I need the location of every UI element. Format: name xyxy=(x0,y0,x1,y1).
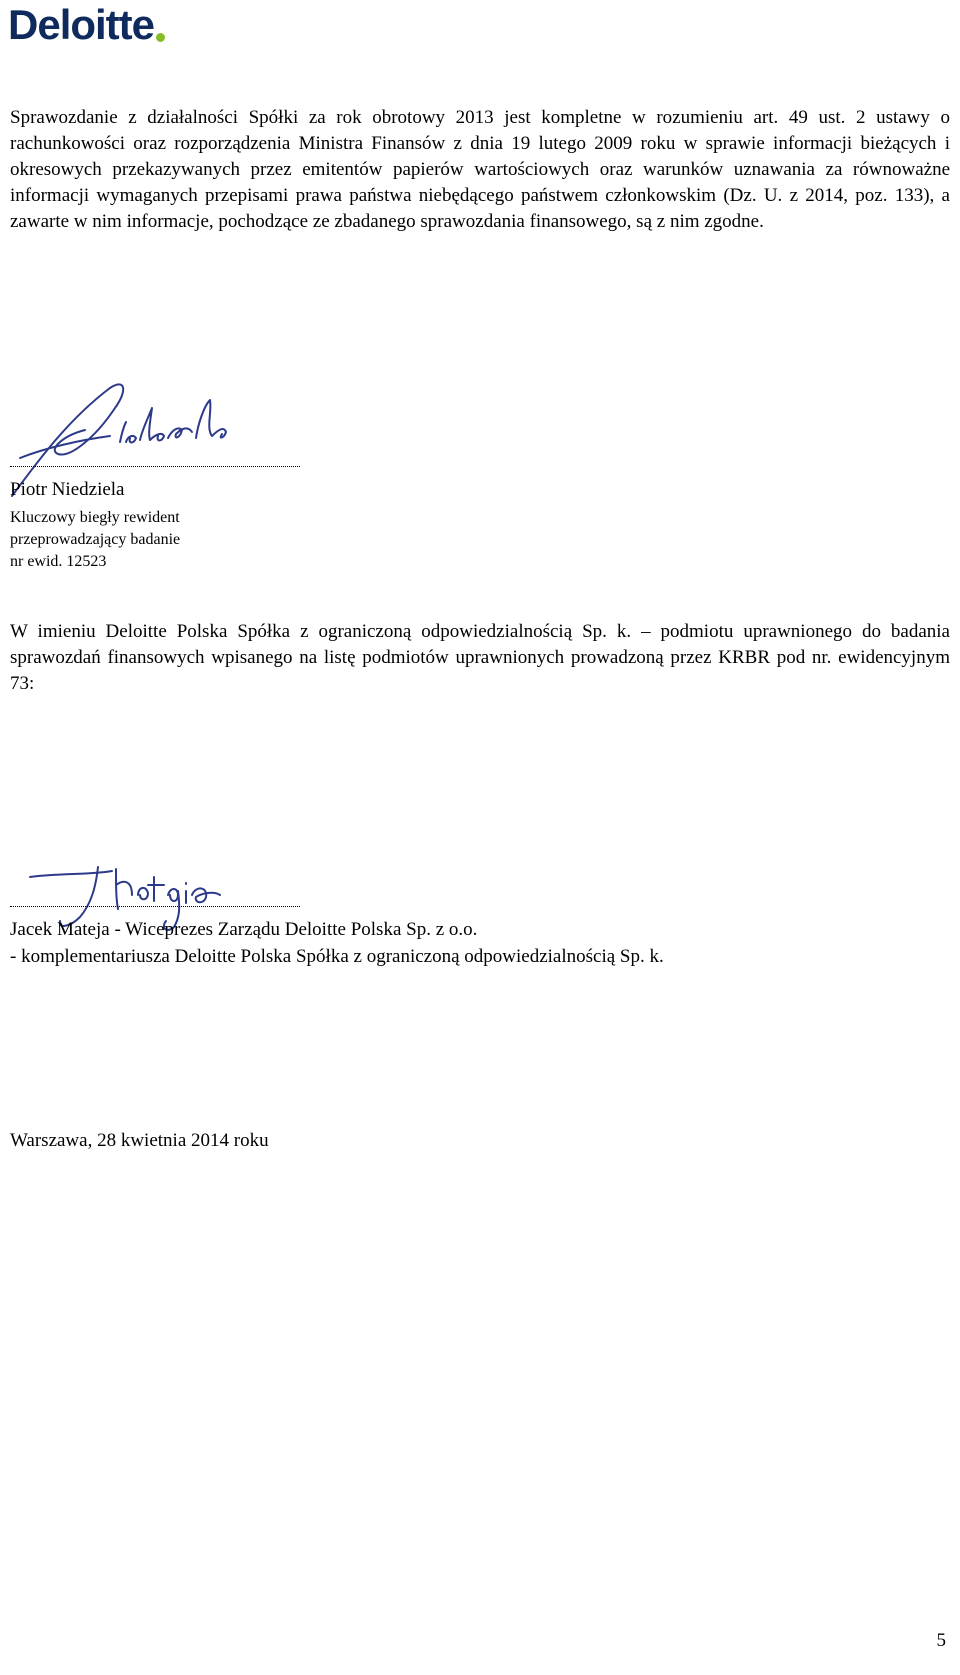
signature-line-1 xyxy=(10,466,300,467)
logo-text: Deloitte xyxy=(8,1,155,48)
page-number: 5 xyxy=(936,1630,946,1651)
signature-line-2 xyxy=(10,906,300,907)
deloitte-logo xyxy=(8,1,165,48)
signatory-1-role: Kluczowy biegły rewident xyxy=(10,509,180,526)
paragraph-on-behalf-of: W imieniu Deloitte Polska Spółka z ograniczoną odpowiedzialnością Sp. k. – podmiotu uprawnionego do badania sprawozdań finansowych wpisanego na listę podmiotów uprawnionych prowadzoną przez KRBR pod nr. ewidencyjnym 73: xyxy=(10,621,950,694)
signatory-2-role: - komplementariusza Deloitte Polska Spółka z ograniczoną odpowiedzialnością Sp. k. xyxy=(10,946,664,967)
signatory-1-name: Piotr Niedziela xyxy=(10,479,125,500)
logo-dot-icon xyxy=(156,33,165,42)
signatory-1-registration: nr ewid. 12523 xyxy=(10,553,107,570)
signatory-1-role-detail: przeprowadzający badanie xyxy=(10,531,181,548)
signatory-2-name: Jacek Mateja - Wiceprezes Zarządu Deloitte Polska Sp. z o.o. xyxy=(10,919,478,940)
paragraph-report-completeness: Sprawozdanie z działalności Spółki za rok obrotowy 2013 jest kompletne w rozumieniu art. 49 ust. 2 ustawy o rachunkowości oraz rozporządzenia Ministra Finansów z dnia 19 lutego 2009 roku w sprawie informacji bieżących i okresowych przekazywanych przez emitentów papierów wartościowych oraz warunków uznawania za równoważne informacji wymaganych przepisami prawa państwa niebędącego państwem członkowskim (Dz. U. z 2014, poz. 133), a zawarte w nim informacje, pochodzące ze zbadanego sprawozdania finansowego, są z nim zgodne. xyxy=(10,107,950,232)
place-and-date: Warszawa, 28 kwietnia 2014 roku xyxy=(10,1130,269,1151)
